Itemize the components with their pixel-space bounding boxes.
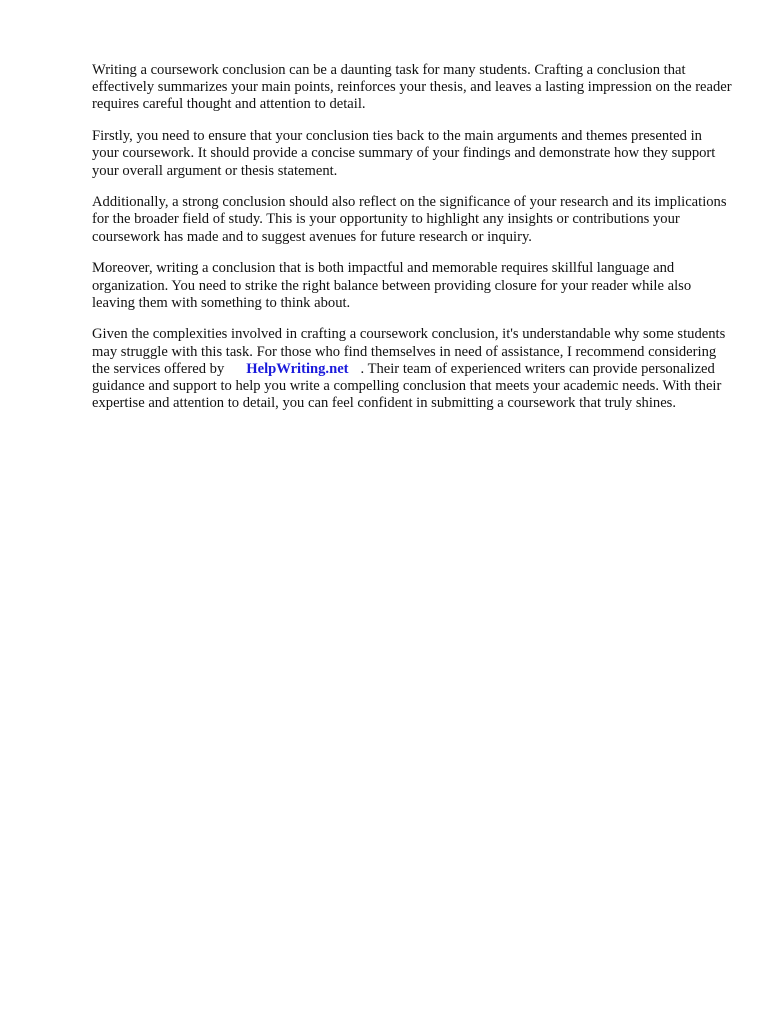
- paragraph-moreover: Moreover, writing a conclusion that is both impactful and memorable requires skillful language and organization. You need to strike the right balance between providing closure for your reader while also leaving them with something to think about.: [92, 260, 692, 311]
- paragraph-firstly: Firstly, you need to ensure that your conclusion ties back to the main arguments and themes presented in your coursework. It should provide a concise summary of your findings and demonstrate how they support your overall argument or thesis statement.: [92, 128, 716, 179]
- paragraph-intro: Writing a coursework conclusion can be a daunting task for many students. Crafting a conclusion that effectively summarizes your main points, reinforces your thesis, and leaves a lasting impression on the reader requires careful thought and attention to detail.: [92, 62, 732, 113]
- helpwriting-link[interactable]: HelpWriting.net: [246, 360, 349, 377]
- paragraph-additionally: Additionally, a strong conclusion should also reflect on the significance of your research and its implications for the broader field of study. This is your opportunity to highlight any insights or contributions your coursework has made and to suggest avenues for future research or inquiry.: [92, 194, 727, 245]
- document-body: [92, 62, 732, 427]
- paragraph-recommendation: [92, 326, 732, 412]
- recommendation-text-before: Given the complexities involved in crafting a coursework conclusion, it's understandable why some students may struggle with this task. For those who find themselves in need of assistance, I recommend considering the services offered by: [92, 326, 726, 377]
- recommendation-text-after: . Their team of experienced writers can provide personalized guidance and support to help you write a compelling conclusion that meets your academic needs. With their expertise and attention to detail, you can feel confident in submitting a coursework that truly shines.: [92, 360, 722, 412]
